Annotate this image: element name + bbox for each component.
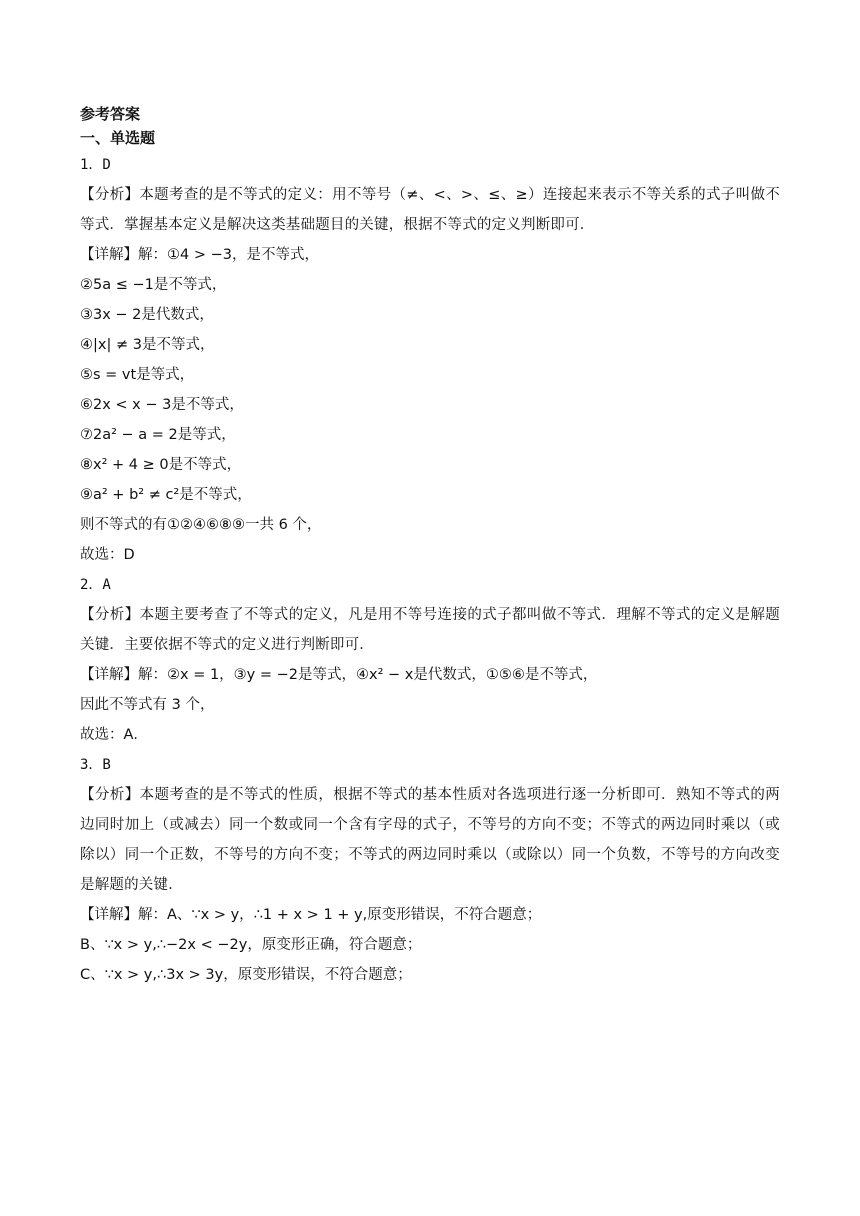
detail-line: 【详解】解：A、∵x > y，∴1 + x > 1 + y,原变形错误，不符合题意； xyxy=(80,907,542,923)
detail-line: ⑤s = vt是等式， xyxy=(80,367,195,383)
question-1 xyxy=(80,150,780,570)
answer-line: 故选：A． xyxy=(80,727,148,743)
detail-line: ②5a ≤ −1是不等式， xyxy=(80,277,227,293)
section-heading: 一、单选题 xyxy=(80,129,156,147)
detail-line: C、∵x > y,∴3x > 3y，原变形错误，不符合题意； xyxy=(80,967,412,983)
detail-line: ⑥2x < x − 3是不等式， xyxy=(80,397,244,413)
question-3 xyxy=(80,750,780,990)
detail-line: B、∵x > y,∴−2x < −2y，原变形正确，符合题意； xyxy=(80,937,422,953)
question-2 xyxy=(80,570,780,750)
answer-line: 故选：D xyxy=(80,547,135,563)
analysis-paragraph: 【分析】本题考查的是不等式的定义：用不等号（≠、<、>、≤、≥）连接起来表示不等关系的式子叫做不等式．掌握基本定义是解决这类基础题目的关键，根据不等式的定义判断即可． xyxy=(80,187,780,233)
detail-line: ③3x − 2是代数式， xyxy=(80,307,214,323)
detail-line: ⑨a² + b² ≠ c²是不等式， xyxy=(80,487,252,503)
question-number: 2．A xyxy=(80,577,111,593)
analysis-paragraph: 【分析】本题考查的是不等式的性质，根据不等式的基本性质对各选项进行逐一分析即可．熟知不等式的两边同时加上（或减去）同一个数或同一个含有字母的式子，不等号的方向不变；不等式的两边同时乘以（或除以）同一个正数，不等号的方向不变；不等式的两边同时乘以（或除以）同一个负数，不等号的方向改变是解题的关键． xyxy=(80,787,780,893)
analysis-paragraph: 【分析】本题主要考查了不等式的定义，凡是用不等号连接的式子都叫做不等式．理解不等式的定义是解题关键．主要依据不等式的定义进行判断即可． xyxy=(80,607,780,653)
question-number: 1．D xyxy=(80,157,111,173)
document-title: 参考答案 xyxy=(80,105,141,123)
answer-document xyxy=(80,102,780,990)
detail-line: 【详解】解：②x = 1，③y = −2是等式，④x² − x是代数式，①⑤⑥是不等式， xyxy=(80,667,598,683)
detail-line: ④|x| ≠ 3是不等式， xyxy=(80,337,215,353)
detail-line: 因此不等式有 3 个， xyxy=(80,697,215,713)
detail-line: ⑧x² + 4 ≥ 0是不等式， xyxy=(80,457,242,473)
question-number: 3．B xyxy=(80,757,111,773)
detail-line: ⑦2a² − a = 2是等式， xyxy=(80,427,236,443)
detail-line: 【详解】解：①4 > −3，是不等式， xyxy=(80,247,319,263)
detail-line: 则不等式的有①②④⑥⑧⑨一共 6 个， xyxy=(80,517,322,533)
